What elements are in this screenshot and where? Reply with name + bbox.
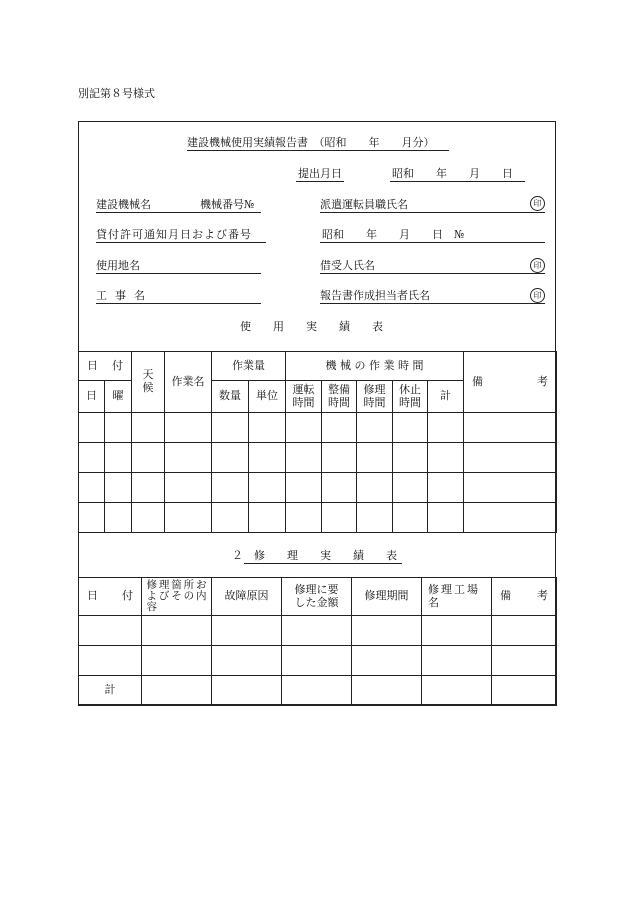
site-label: 使用地名 bbox=[96, 259, 140, 272]
usage-table-heading: 使 用 実 績 表 bbox=[240, 320, 383, 333]
table-row bbox=[79, 616, 557, 646]
seal-icon: 印 bbox=[530, 288, 545, 303]
table-row bbox=[79, 443, 557, 473]
seal-icon: 印 bbox=[530, 196, 545, 211]
repair-hours-header: 修理時間 bbox=[357, 381, 393, 413]
report-title: 建設機械使用実績報告書 （昭和 年 月分） bbox=[187, 136, 435, 149]
repair-remarks-header: 備 考 bbox=[492, 578, 557, 616]
work-name-header: 作業名 bbox=[165, 352, 212, 413]
repair-date-header: 日 付 bbox=[79, 578, 142, 616]
table-row-total bbox=[79, 676, 557, 706]
table-row bbox=[79, 503, 557, 533]
unit-header: 単位 bbox=[249, 381, 286, 413]
borrower-label: 借受人氏名 bbox=[320, 259, 375, 272]
machine-name-label: 建設機械名 bbox=[96, 198, 151, 211]
machine-no-label: 機械番号№ bbox=[200, 198, 255, 211]
notice-date: 昭和 年 月 日 № bbox=[322, 228, 465, 241]
work-amount-header: 作業量 bbox=[212, 352, 286, 381]
notice-label: 貸付許可通知月日および番号 bbox=[96, 228, 252, 241]
table-row bbox=[79, 473, 557, 503]
repair-place-header: 修理箇所およびその内容 bbox=[142, 578, 212, 616]
usage-table bbox=[78, 351, 557, 533]
quantity-header: 数量 bbox=[212, 381, 249, 413]
submit-date-value: 昭和 年 月 日 bbox=[392, 167, 513, 180]
remarks-header: 備 考 bbox=[464, 352, 557, 413]
maint-hours-header: 整備時間 bbox=[322, 381, 357, 413]
weather-header: 天候 bbox=[132, 352, 165, 413]
operator-label: 派遣運転員職氏名 bbox=[320, 198, 408, 211]
repair-total-label: 計 bbox=[79, 676, 142, 706]
reporter-label: 報告書作成担当者氏名 bbox=[320, 289, 430, 302]
repair-table bbox=[78, 577, 557, 706]
weekday-header: 曜 bbox=[105, 381, 132, 413]
repair-cause-header: 故障原因 bbox=[212, 578, 282, 616]
idle-hours-header: 休止時間 bbox=[393, 381, 428, 413]
seal-icon: 印 bbox=[530, 258, 545, 273]
repair-table-heading: ２ 修 理 実 績 表 bbox=[232, 549, 397, 562]
form-label: 別記第８号様式 bbox=[78, 87, 155, 100]
table-row bbox=[79, 646, 557, 676]
submit-date-label: 提出月日 bbox=[298, 167, 342, 180]
work-label: 工事名 bbox=[96, 289, 153, 302]
repair-cost-header: 修理に要した金額 bbox=[282, 578, 352, 616]
repair-factory-header: 修理工場名 bbox=[422, 578, 492, 616]
machine-hours-header: 機 械 の 作 業 時 間 bbox=[286, 352, 464, 381]
day-header: 日 bbox=[79, 381, 105, 413]
date-header: 日 付 bbox=[79, 352, 132, 381]
run-hours-header: 運転時間 bbox=[286, 381, 322, 413]
repair-period-header: 修理期間 bbox=[352, 578, 422, 616]
table-row bbox=[79, 413, 557, 443]
total-hours-header: 計 bbox=[428, 381, 464, 413]
